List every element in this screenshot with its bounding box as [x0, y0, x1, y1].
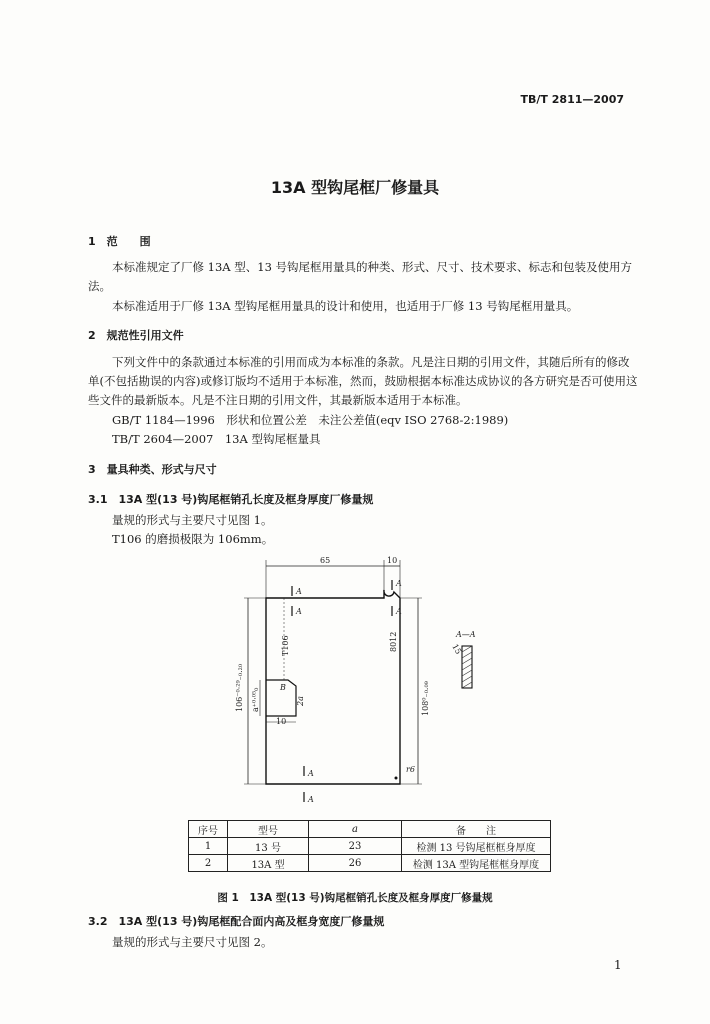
dim-left: 106⁻⁰·²⁹₋₀.₂₀ [235, 663, 244, 712]
cell: 13 号 [228, 838, 309, 855]
section-3-1-para-1: 量规的形式与主要尺寸见图 1。 [112, 513, 273, 527]
label-r6: r6 [406, 765, 415, 774]
page-title: 13A 型钩尾框厂修量具 [270, 178, 440, 197]
label-A-3: A [396, 579, 402, 588]
dim-a: a⁺⁰·⁰⁵₀ [251, 687, 260, 712]
section-3-heading: 3 量具种类、形式与尺寸 [88, 463, 217, 476]
cell: 13A 型 [228, 855, 309, 872]
dim-65: 65 [320, 556, 331, 565]
section-2-heading: 2 规范性引用文件 [88, 329, 184, 342]
label-A-6: A [308, 795, 314, 804]
th-model: 型号 [228, 821, 309, 838]
label-T106: T106 [281, 635, 290, 656]
figure-1-caption: 图 1 13A 型(13 号)钩尾框销孔长度及框身厚度厂修量规 [217, 892, 493, 904]
figure-1-drawing [200, 552, 520, 814]
section-2-para-1: 下列文件中的条款通过本标准的引用而成为本标准的条款。凡是注日期的引用文件，其随后所有的修改单(不包括勘误的内容)或修订版均不适用于本标准，然而，鼓励根据本标准达成协议的各方研究是否可使用这些文件的最新版本。凡是不注日期的引用文件，其最新版本适用于本标准。 [88, 355, 638, 407]
section-label: A—A [456, 630, 476, 639]
cell: 检测 13 号钩尾框框身厚度 [402, 838, 551, 855]
section-3-2-para-1: 量规的形式与主要尺寸见图 2。 [112, 935, 273, 949]
section-3-1-heading: 3.1 13A 型(13 号)钩尾框销孔长度及框身厚度厂修量规 [88, 493, 374, 506]
cell: 26 [309, 855, 402, 872]
page-number: 1 [614, 958, 622, 972]
label-A-1: A [296, 587, 302, 596]
label-A-4: A [396, 607, 402, 616]
reference-1: GB/T 1184—1996 形状和位置公差 未注公差值(eqv ISO 2768-2:1989) [112, 413, 509, 427]
table-header-row [189, 821, 551, 838]
cell: 检测 13A 型钩尾框框身厚度 [402, 855, 551, 872]
cell: 23 [309, 838, 402, 855]
section-1-para-2: 本标准适用于厂修 13A 型钩尾框用量具的设计和使用，也适用于厂修 13 号钩尾框用量具。 [112, 299, 579, 313]
th-a: a [309, 821, 402, 838]
label-B: B [280, 683, 286, 692]
label-8012: 8012 [389, 631, 398, 652]
label-A-5: A [308, 769, 314, 778]
th-remark: 备 注 [402, 821, 551, 838]
reference-2: TB/T 2604—2007 13A 型钩尾框量具 [112, 432, 321, 446]
section-3-2-heading: 3.2 13A 型(13 号)钩尾框配合面内高及框身宽度厂修量规 [88, 915, 385, 928]
table-row [189, 838, 551, 855]
section-3-1-para-2: T106 的磨损极限为 106mm。 [112, 532, 274, 546]
table-row [189, 855, 551, 872]
label-A-2: A [296, 607, 302, 616]
section-1-para-1: 本标准规定了厂修 13A 型、13 号钩尾框用量具的种类、形式、尺寸、技术要求、标志和包装及使用方法。 [88, 260, 633, 293]
dim-10-bottom: 10 [276, 717, 287, 726]
doc-number: TB/T 2811—2007 [520, 93, 624, 106]
section-1-heading: 1 范 围 [88, 235, 151, 248]
label-15: 15 [450, 642, 464, 656]
dim-right: 108⁰₋₀.₀₉ [421, 681, 430, 716]
cell: 1 [189, 838, 228, 855]
dim-10-top: 10 [387, 556, 398, 565]
th-no: 序号 [189, 821, 228, 838]
label-2a: 2a [296, 696, 305, 706]
cell: 2 [189, 855, 228, 872]
spec-table [188, 820, 551, 872]
